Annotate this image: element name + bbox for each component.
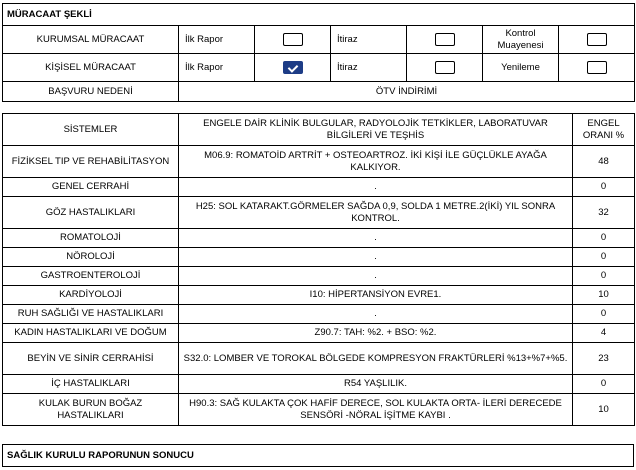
option-label: İlk Rapor: [179, 54, 255, 82]
table-row: [3, 286, 635, 305]
header-findings: ENGELE DAİR KLİNİK BULGULAR, RADYOLOJİK TETKİKLER, LABORATUVAR BİLGİLERİ VE TEŞHİS: [179, 114, 573, 146]
checkbox-corporate-objection[interactable]: [435, 33, 455, 46]
system-name: GASTROENTEROLOJİ: [3, 267, 179, 286]
checkbox-corporate-first-report[interactable]: [283, 33, 303, 46]
application-table: [2, 3, 635, 102]
system-rate: 10: [573, 394, 635, 426]
table-row: [3, 146, 635, 178]
system-findings: .: [179, 248, 573, 267]
system-rate: 0: [573, 267, 635, 286]
system-findings: M06.9: ROMATOİD ARTRİT + OSTEOARTROZ. İKİ KİŞİ İLE GÜÇLÜKLE AYAĞA KALKIYOR.: [179, 146, 573, 178]
system-name: GENEL CERRAHİ: [3, 178, 179, 197]
table-row: [3, 197, 635, 229]
system-name: ROMATOLOJİ: [3, 229, 179, 248]
system-findings: .: [179, 229, 573, 248]
system-name: FİZİKSEL TIP VE REHABİLİTASYON: [3, 146, 179, 178]
table-row: [3, 305, 635, 324]
system-rate: 0: [573, 229, 635, 248]
reason-value: ÖTV İNDİRİMİ: [179, 82, 635, 102]
system-findings: R54 YAŞLILIK.: [179, 375, 573, 394]
system-name: BEYİN VE SİNİR CERRAHİSİ: [3, 343, 179, 375]
option-label: İtiraz: [331, 54, 407, 82]
system-name: GÖZ HASTALIKLARI: [3, 197, 179, 229]
system-findings: Z90.7: TAH: %2. + BSO: %2.: [179, 324, 573, 343]
system-rate: 23: [573, 343, 635, 375]
system-rate: 0: [573, 375, 635, 394]
table-row: [3, 248, 635, 267]
system-findings: H90.3: SAĞ KULAKTA ÇOK HAFİF DERECE, SOL KULAKTA ORTA- İLERİ DERECEDE SENSÖRİ -NÖRAL İŞİTME KAYBI .: [179, 394, 573, 426]
system-name: NÖROLOJİ: [3, 248, 179, 267]
system-findings: I10: HİPERTANSİYON EVRE1.: [179, 286, 573, 305]
table-row: [3, 375, 635, 394]
system-rate: 0: [573, 178, 635, 197]
header-rate: ENGEL ORANI %: [573, 114, 635, 146]
system-name: KARDİYOLOJİ: [3, 286, 179, 305]
system-findings: .: [179, 267, 573, 286]
system-rate: 4: [573, 324, 635, 343]
option-label: Kontrol Muayenesi: [483, 26, 559, 54]
application-title: MÜRACAAT ŞEKLİ: [3, 4, 635, 26]
systems-header-row: [3, 114, 635, 146]
checkbox-corporate-control[interactable]: [587, 33, 607, 46]
option-label: Yenileme: [483, 54, 559, 82]
option-label: İlk Rapor: [179, 26, 255, 54]
application-row-corporate: [3, 26, 635, 54]
system-findings: S32.0: LOMBER VE TOROKAL BÖLGEDE KOMPRESYON FRAKTÜRLERİ %13+%7+%5.: [179, 343, 573, 375]
row-label: KURUMSAL MÜRACAAT: [3, 26, 179, 54]
system-name: RUH SAĞLIĞI VE HASTALIKLARI: [3, 305, 179, 324]
system-findings: .: [179, 305, 573, 324]
system-name: İÇ HASTALIKLARI: [3, 375, 179, 394]
checkbox-personal-renewal[interactable]: [587, 61, 607, 74]
row-label: KİŞİSEL MÜRACAAT: [3, 54, 179, 82]
system-findings: .: [179, 178, 573, 197]
table-row: [3, 229, 635, 248]
result-table: [2, 444, 634, 467]
reason-label: BAŞVURU NEDENİ: [3, 82, 179, 102]
result-title: SAĞLIK KURULU RAPORUNUN SONUCU: [3, 445, 634, 467]
system-rate: 10: [573, 286, 635, 305]
system-name: KADIN HASTALIKLARI VE DOĞUM: [3, 324, 179, 343]
checkbox-personal-objection[interactable]: [435, 61, 455, 74]
system-rate: 48: [573, 146, 635, 178]
checkbox-personal-first-report[interactable]: [283, 61, 303, 74]
table-row: [3, 343, 635, 375]
application-row-personal: [3, 54, 635, 82]
table-row: [3, 324, 635, 343]
system-name: KULAK BURUN BOĞAZ HASTALIKLARI: [3, 394, 179, 426]
systems-table: [2, 113, 635, 426]
option-label: İtiraz: [331, 26, 407, 54]
system-findings: H25: SOL KATARAKT.GÖRMELER SAĞDA 0,9, SOLDA 1 METRE.2(İKİ) YIL SONRA KONTROL.: [179, 197, 573, 229]
table-row: [3, 394, 635, 426]
system-rate: 0: [573, 305, 635, 324]
table-row: [3, 178, 635, 197]
table-row: [3, 267, 635, 286]
header-system: SİSTEMLER: [3, 114, 179, 146]
system-rate: 0: [573, 248, 635, 267]
system-rate: 32: [573, 197, 635, 229]
application-reason-row: [3, 82, 635, 102]
